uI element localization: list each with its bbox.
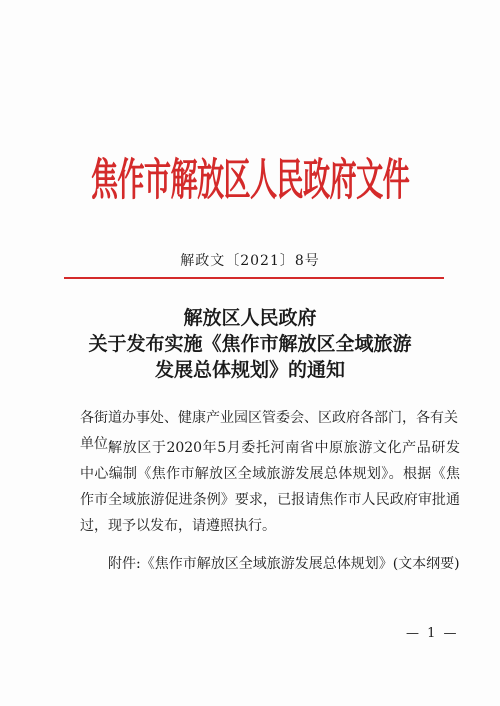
notice-title-line-1: 解放区人民政府 bbox=[183, 307, 317, 329]
notice-title bbox=[0, 305, 500, 383]
page-number: — 1 — bbox=[406, 626, 459, 641]
attachment-line: 附件:《焦作市解放区全域旅游发展总体规划》(文本纲要) bbox=[108, 556, 460, 572]
document-number: 解政文〔2021〕8号 bbox=[180, 253, 320, 269]
red-divider-line bbox=[64, 277, 444, 279]
body-paragraph: 解放区于2020年5月委托河南省中原旅游文化产品研发中心编制《焦作市解放区全域旅游发展总体规划》。根据《焦作市全域旅游促进条例》要求，已报请焦作市人民政府审批通过，现予以发布，请遵照执行。 bbox=[80, 440, 460, 534]
document-header-title: 焦作市解放区人民政府文件 bbox=[90, 153, 410, 206]
salutation: 各街道办事处、健康产业园区管委会、区政府各部门，各有关单位: bbox=[80, 410, 458, 452]
notice-title-line-2: 关于发布实施《焦作市解放区全域旅游 bbox=[88, 333, 412, 355]
notice-title-line-3: 发展总体规划》的通知 bbox=[154, 359, 345, 381]
